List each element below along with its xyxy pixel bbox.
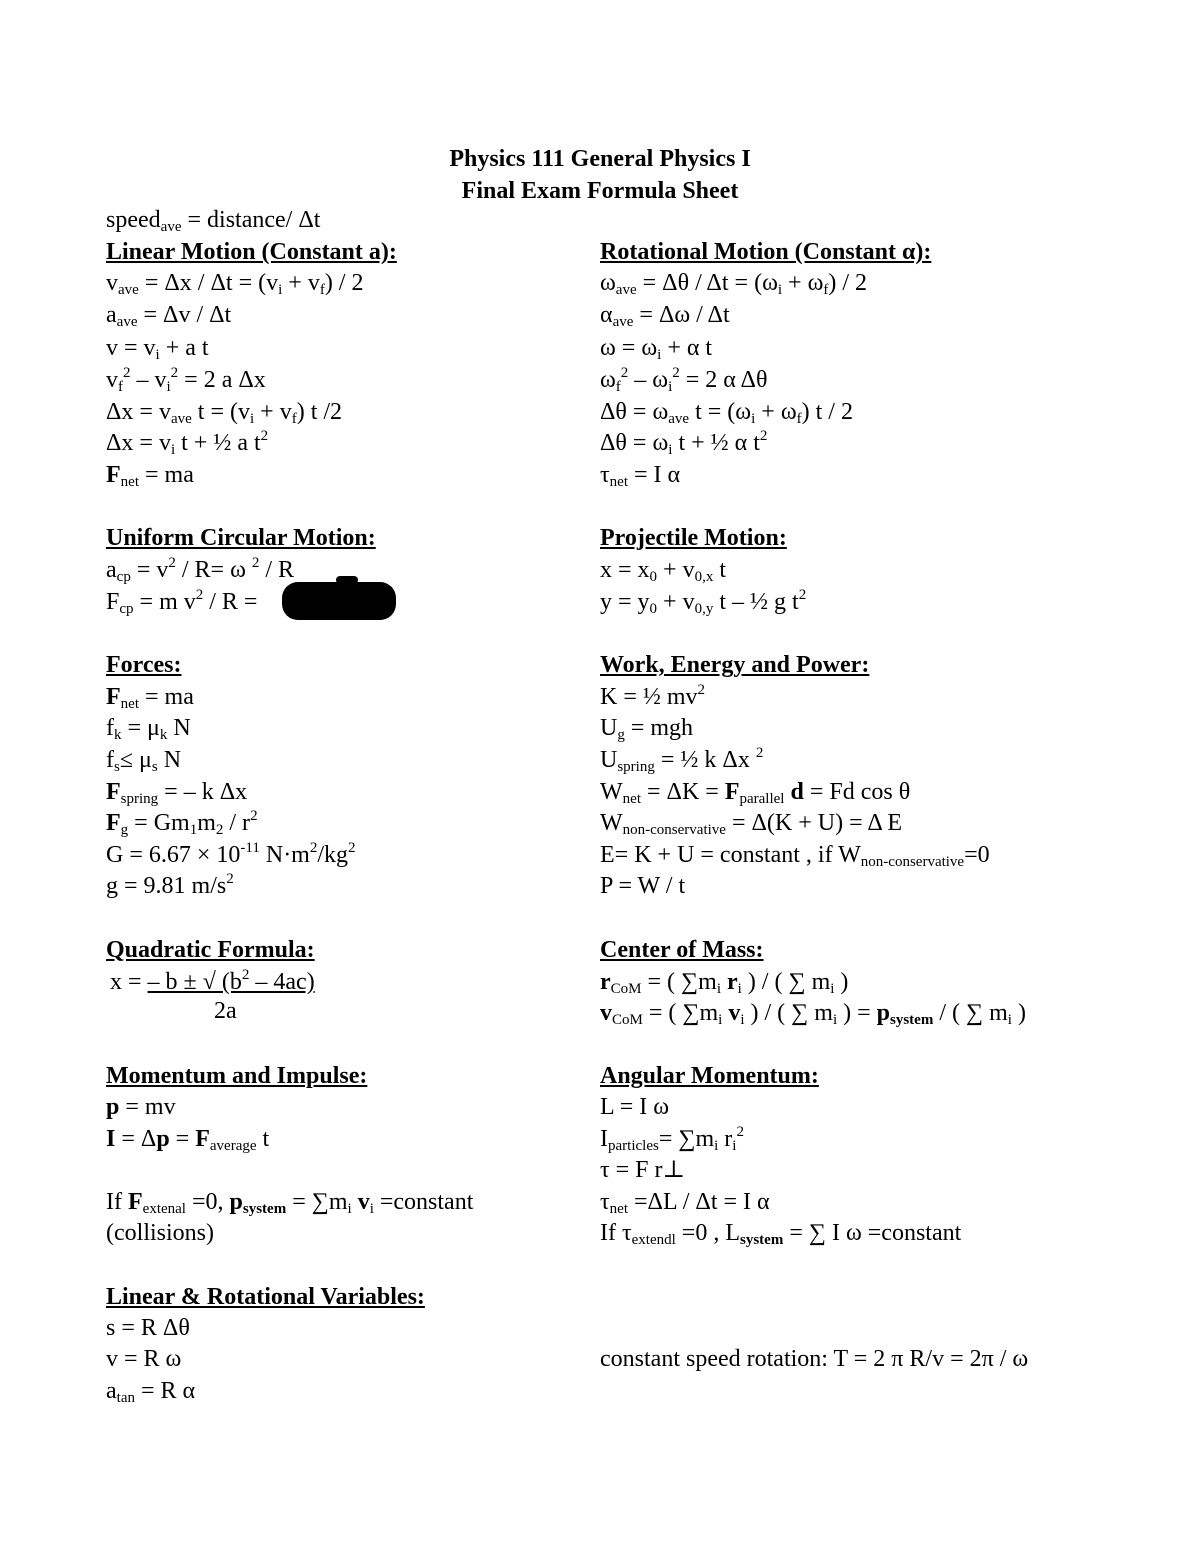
- formula-p: p = mv: [106, 1094, 176, 1120]
- quadratic-numerator: – b ± √ $(b^2 - 4ac)$: [147, 967, 315, 995]
- formula-impulse: $I = \Delta p = F_{average}$ t: [106, 1126, 270, 1154]
- heading-center-of-mass: Center of Mass:: [600, 937, 764, 963]
- heading-circular-motion: Uniform Circular Motion:: [106, 525, 376, 551]
- formula-dx2: $\Delta x = v_i$ t + ½ a $t^2$: [106, 428, 269, 458]
- formula-y-projectile: $y = y_0 + v_{0,y}$ t – ½ g $t^2$: [600, 587, 807, 617]
- formula-Wnc: $W_{non-conservative} = \Delta(K + U) = \Delta$ E: [600, 810, 903, 838]
- formula-dtheta1: $\Delta\theta = \omega_{ave}$ $t = (\omega_i + \omega_f)$ t / 2: [600, 399, 853, 427]
- formula-fk: $f_k = \mu_k$ N: [106, 715, 191, 743]
- formula-v: $v = v_i + a$ t: [106, 335, 209, 363]
- redaction-blot: [282, 582, 396, 620]
- heading-forces: Forces:: [106, 652, 182, 678]
- formula-momentum-conservation: If $F_{extenal} =0$, $p_{system} = \sum m_i$ $v_i$ =constant: [106, 1189, 474, 1217]
- formula-vcom: $v_{CoM}$ = ( $\sum m_i$ $v_i$ ) / ( ∑ $m_i$ ) = $p_{system}$ / ( ∑ $m_i$ ): [600, 1000, 1026, 1028]
- heading-angular-momentum: Angular Momentum:: [600, 1063, 819, 1089]
- formula-fspring: $F_{spring}$ = – k Δx: [106, 779, 248, 807]
- formula-aave: $a_{ave} = \Delta v / \Delta t$: [106, 302, 232, 330]
- formula-atan: $a_{tan} = R$ α: [106, 1378, 196, 1406]
- quadratic-denominator: 2a: [214, 998, 237, 1024]
- formula-wave: $\omega_{ave} = \Delta\theta / \Delta t = (\omega_i + \omega_f) / 2$: [600, 270, 868, 298]
- formula-period: constant speed rotation: T = 2 π R/v = 2π / ω: [600, 1346, 1029, 1372]
- formula-fnet-linear: $F_{net}$ = ma: [106, 462, 194, 490]
- formula-L: L = I ω: [600, 1094, 670, 1120]
- formula-omega: $\omega = \omega_i + \alpha$ t: [600, 335, 713, 363]
- formula-tau-net: $\tau_{net} = I$ α: [600, 462, 681, 490]
- collisions-note: (collisions): [106, 1220, 214, 1246]
- formula-v-rot: v = R ω: [106, 1346, 182, 1372]
- formula-tau-net-angular: $\tau_{net} =\Delta L / \Delta t = I$ α: [600, 1189, 770, 1217]
- formula-vave: $v_{ave} = \Delta x / \Delta t = (v_i + v_f) / 2$: [106, 270, 364, 298]
- formula-G: $G = 6.67 \times 10^{-11}$ $N\cdot m^2/kg^2$: [106, 840, 356, 868]
- formula-K: K = ½ $mv^2$: [600, 682, 706, 710]
- formula-g: g = 9.81 $m/s^2$: [106, 871, 234, 899]
- formula-power: P = W / t: [600, 873, 686, 899]
- formula-x-projectile: $x = x_0 + v_{0,x}$ t: [600, 557, 727, 585]
- formula-Wnet: $W_{net} = \Delta K = F_{parallel}$ d = Fd cos θ: [600, 779, 911, 807]
- formula-I-particles: $I_{particles}= \sum m_i$ $r_i^2$: [600, 1124, 744, 1154]
- title-line-2: Final Exam Formula Sheet: [461, 178, 739, 204]
- formula-fg: $F_g = Gm_1m_2 / r^2$: [106, 808, 258, 838]
- formula-torque: τ = F r⊥: [600, 1157, 686, 1183]
- formula-s: s = R Δθ: [106, 1315, 190, 1341]
- formula-energy-conservation: E= K + U = constant , if $W_{non-conservative}=0$: [600, 842, 990, 870]
- formula-acp: $a_{cp} = v^2 / R= \omega$ $^2$ / R: [106, 555, 295, 585]
- formula-fnet-forces: $F_{net}$ = ma: [106, 684, 194, 712]
- formula-dx1: $\Delta x = v_{ave}$ $t = (v_i + v_f)$ t /2: [106, 399, 343, 427]
- heading-quadratic: Quadratic Formula:: [106, 937, 315, 963]
- formula-quadratic: x = – b ± √ $(b^2 - 4ac)$: [110, 967, 315, 995]
- formula-Ug: $U_g$ = mgh: [600, 715, 694, 743]
- heading-linear-rotational: Linear & Rotational Variables:: [106, 1284, 425, 1310]
- formula-fs: $f_s\le \mu_s$ N: [106, 747, 182, 775]
- formula-Uspring: $U_{spring}$ = ½ k Δx $^2$: [600, 745, 764, 775]
- heading-work-energy: Work, Energy and Power:: [600, 652, 870, 678]
- formula-fcp: $F_{cp} = m$ $v^2$ / R =: [106, 587, 258, 617]
- title-line-1: Physics 111 General Physics I: [449, 146, 751, 172]
- heading-momentum: Momentum and Impulse:: [106, 1063, 368, 1089]
- formula-vf2: $v_f^2 - v_i^2 = 2$ a Δx: [106, 365, 266, 395]
- formula-wf2: $\omega_f^2 - \omega_i^2 = 2$ α Δθ: [600, 365, 768, 395]
- formula-alpha-ave: $\alpha_{ave} = \Delta\omega / \Delta t$: [600, 302, 730, 330]
- speed-formula: speed$_{ave}$ = distance/ Δt: [106, 207, 321, 235]
- formula-angular-conservation: If $\tau_{extendl} =0$ , $L_{system}$ = ∑ I ω =constant: [600, 1220, 962, 1248]
- heading-rotational-motion: Rotational Motion (Constant α):: [600, 239, 932, 265]
- heading-linear-motion: Linear Motion (Constant a):: [106, 239, 397, 265]
- formula-dtheta2: $\Delta\theta = \omega_i$ t + ½ α $t^2$: [600, 428, 768, 458]
- formula-rcom: $r_{CoM}$ = ( $\sum m_i$ $r_i$ ) / ( ∑ $m_i$ ): [600, 969, 849, 997]
- heading-projectile-motion: Projectile Motion:: [600, 525, 787, 551]
